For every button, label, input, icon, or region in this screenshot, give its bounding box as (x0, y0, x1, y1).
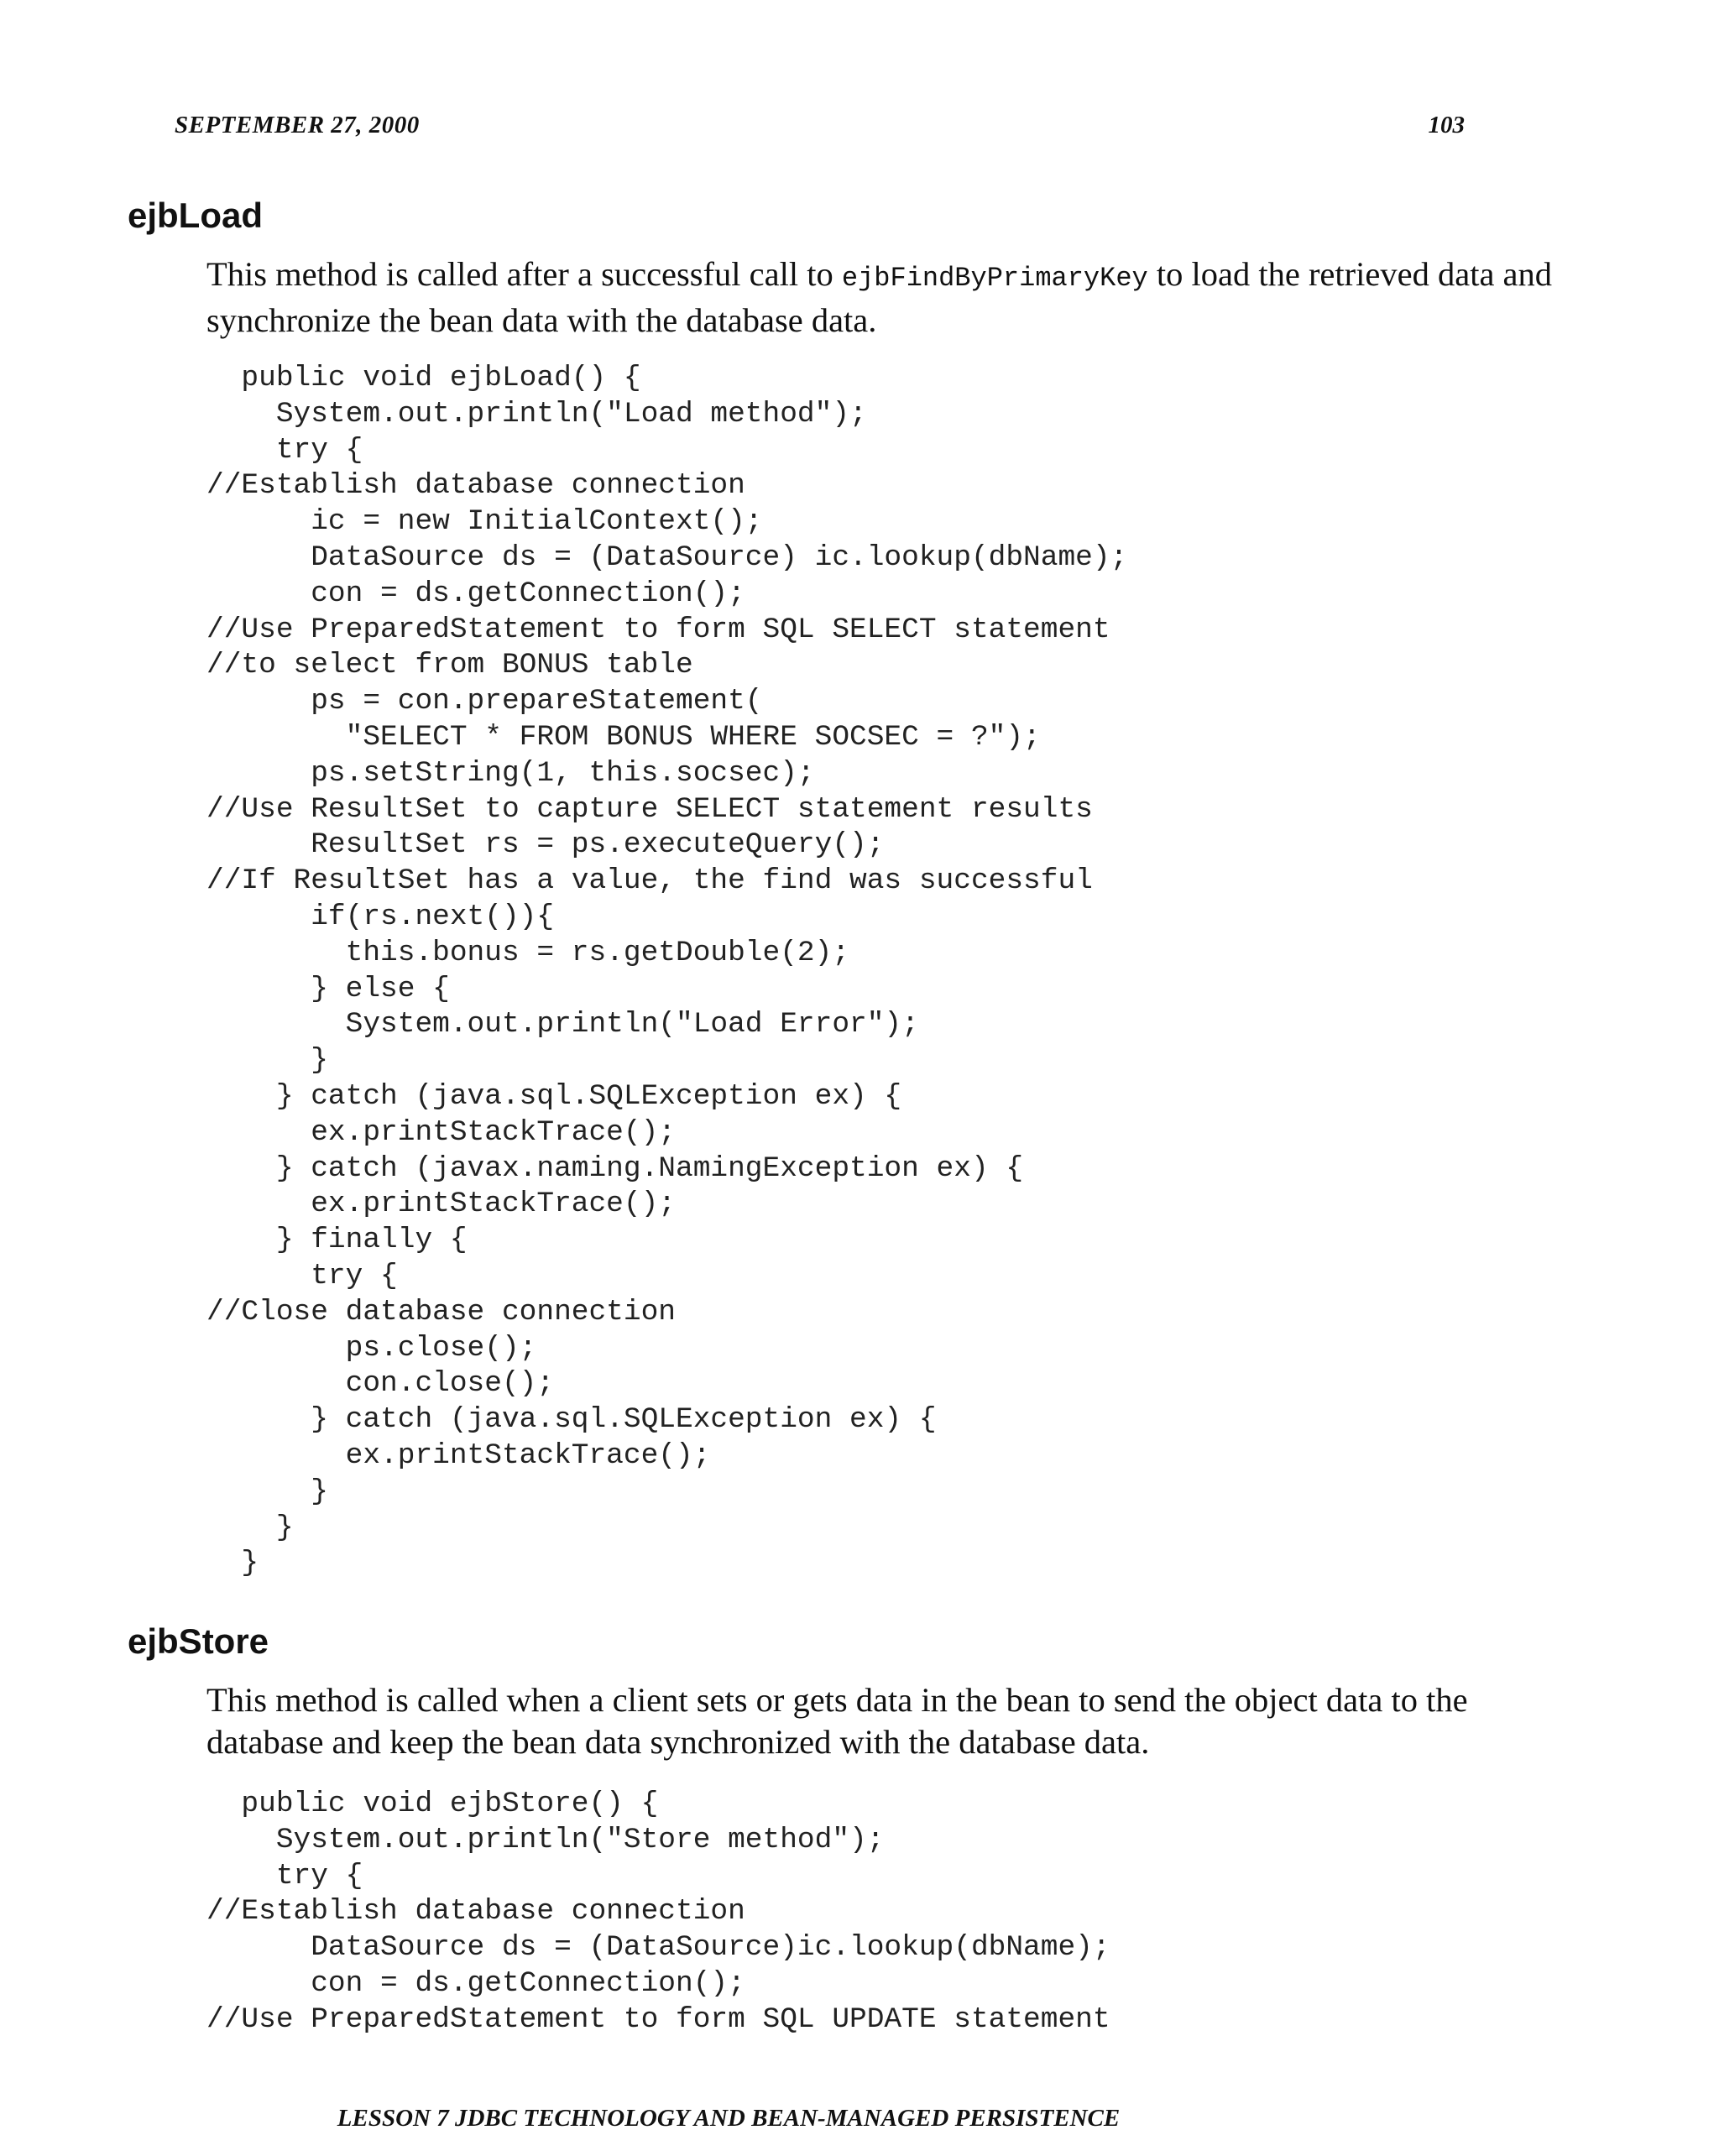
code-line: } catch (javax.naming.NamingException ex) { (206, 1151, 1024, 1185)
section-heading-ejbstore: ejbStore (128, 1621, 269, 1661)
code-line: this.bonus = rs.getDouble(2); (206, 936, 850, 969)
code-line: //Use PreparedStatement to form SQL UPDATE statement (206, 2002, 1110, 2036)
code-line: ps.close(); (206, 1331, 537, 1365)
code-line: try { (206, 433, 363, 467)
code-line: //to select from BONUS table (206, 649, 693, 682)
code-line: System.out.println("Load Error"); (206, 1008, 919, 1041)
code-line: if(rs.next()){ (206, 900, 555, 933)
code-line: "SELECT * FROM BONUS WHERE SOCSEC = ?"); (206, 720, 1041, 754)
code-line: try { (206, 1859, 363, 1892)
inline-code-ejbfindbyprimarykey: ejbFindByPrimaryKey (841, 263, 1148, 294)
ejbstore-description: This method is called when a client sets or gets data in the bean to send the object data to the database and keep the bean data synchronized with the database data. (206, 1681, 1468, 1761)
code-line: ex.printStackTrace(); (206, 1438, 711, 1472)
section-heading-ejbload: ejbLoad (128, 196, 264, 235)
code-line: } catch (java.sql.SQLException ex) { (206, 1403, 937, 1437)
ejbload-description (206, 253, 1566, 342)
code-line: con = ds.getConnection(); (206, 1966, 745, 2000)
code-line: ResultSet rs = ps.executeQuery(); (206, 828, 885, 862)
ejbstore-code-block (206, 1787, 1110, 2039)
code-line: } (206, 1475, 328, 1508)
code-line: con = ds.getConnection(); (206, 577, 745, 610)
code-line: public void ejbLoad() { (206, 362, 641, 394)
page-footer: LESSON 7 JDBC TECHNOLOGY AND BEAN-MANAGED PERSISTENCE (337, 2105, 1121, 2132)
code-line: public void ejbStore() { (206, 1788, 659, 1820)
code-line: System.out.println("Load method"); (206, 397, 867, 431)
ejbload-code-block (206, 361, 1127, 1582)
code-line: } finally { (206, 1224, 468, 1257)
code-line: DataSource ds = (DataSource) ic.lookup(dbName); (206, 540, 1128, 574)
code-line: } (206, 1511, 294, 1544)
code-line: //Use ResultSet to capture SELECT statement results (206, 792, 1093, 826)
code-line: } else { (206, 972, 450, 1005)
code-line: System.out.println("Store method"); (206, 1823, 885, 1856)
code-line: } (206, 1044, 328, 1078)
code-line: ex.printStackTrace(); (206, 1188, 676, 1221)
code-line: //If ResultSet has a value, the find was successful (206, 864, 1093, 898)
page-number: 103 (1428, 112, 1465, 138)
code-line: ps = con.prepareStatement( (206, 685, 763, 718)
code-line: try { (206, 1259, 398, 1292)
code-line: //Establish database connection (206, 469, 745, 503)
code-line: ps.setString(1, this.socsec); (206, 756, 815, 790)
code-line: } (206, 1547, 259, 1580)
code-line: //Use PreparedStatement to form SQL SELECT statement (206, 613, 1110, 646)
code-line: ex.printStackTrace(); (206, 1115, 676, 1149)
code-line: } catch (java.sql.SQLException ex) { (206, 1079, 902, 1113)
ejbload-description-end: to load the retrieved data and synchronize the bean data with the database data. (206, 255, 1553, 339)
code-line: ic = new InitialContext(); (206, 505, 763, 539)
ejbload-description-start: This method is called after a successful call to (206, 255, 842, 293)
code-line: //Close database connection (206, 1295, 676, 1329)
code-line: con.close(); (206, 1367, 555, 1401)
code-line: DataSource ds = (DataSource)ic.lookup(dbName); (206, 1931, 1110, 1965)
code-line: //Establish database connection (206, 1895, 745, 1929)
header-date: SEPTEMBER 27, 2000 (175, 112, 420, 138)
